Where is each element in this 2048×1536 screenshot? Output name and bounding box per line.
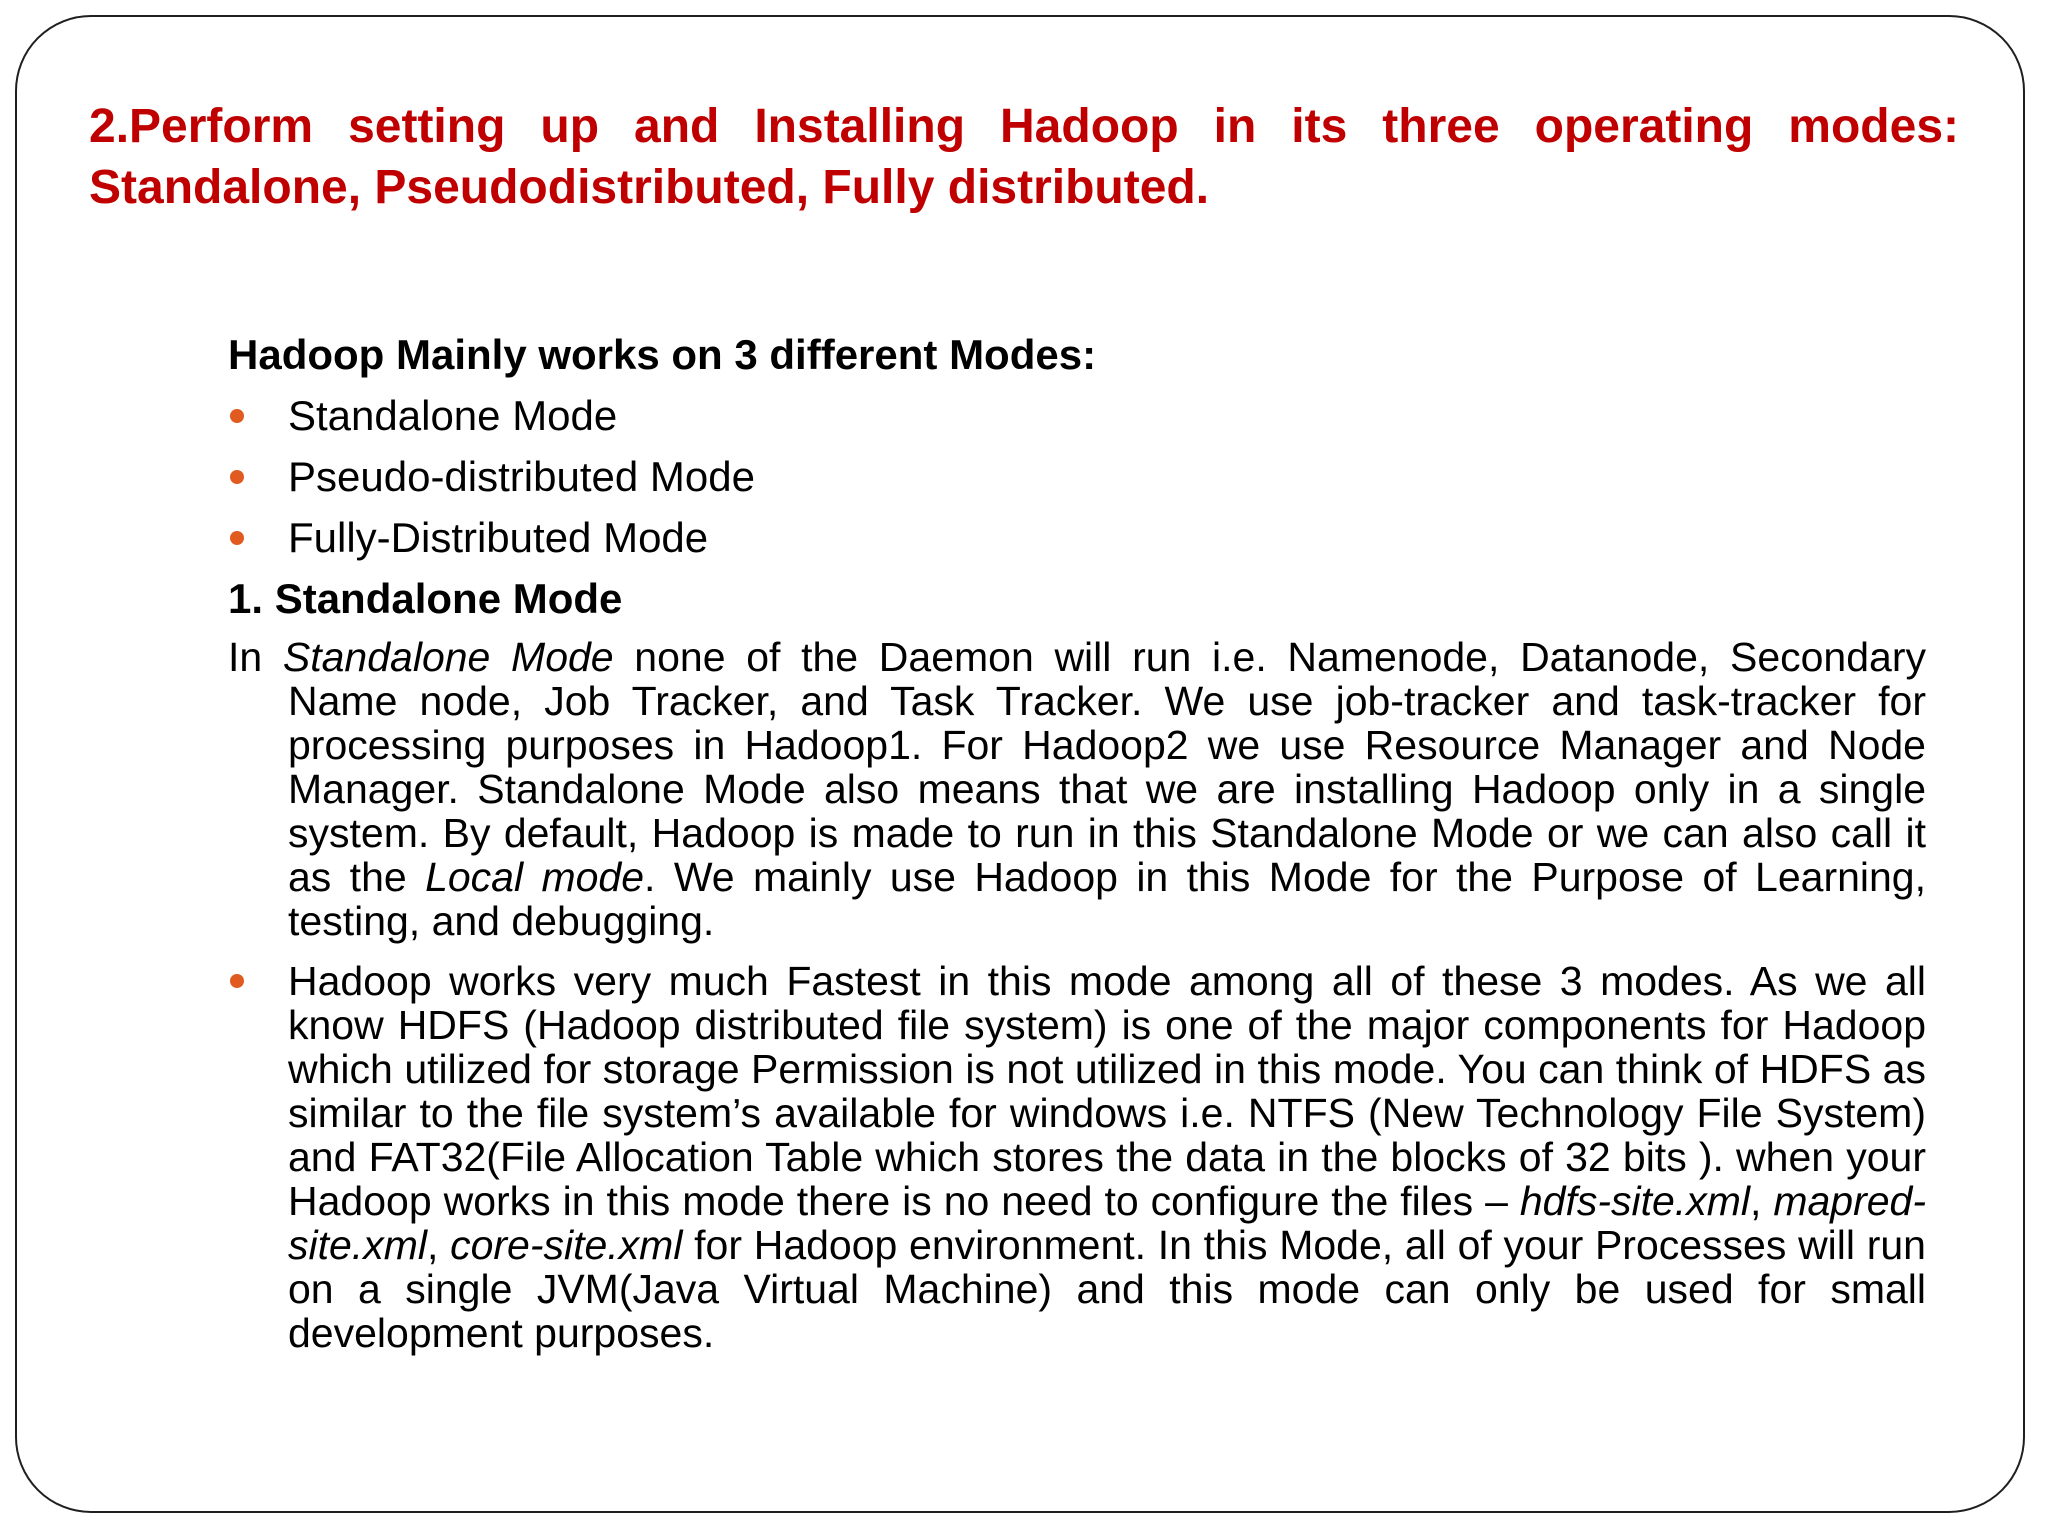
- standalone-details-item: [228, 959, 1926, 1355]
- para2-text-3: ,: [426, 1222, 451, 1268]
- para1-text-3: . We mainly use Hadoop in this Mode for the Purpose of Learning, testing, and debugging.: [288, 854, 1927, 944]
- mode-label: Pseudo-distributed Mode: [288, 453, 755, 500]
- para2-text-1: Hadoop works very much Fastest in this mode among all of these 3 modes. As we all know HDFS (Hadoop distributed file system) is one of the major components for Hadoop which utilized for storage Permission is not utilized in this mode. You can think of HDFS as similar to the file system’s available for windows i.e. NTFS (New Technology File System) and FAT32(File Allocation Table which stores the data in the blocks of 32 bits ). when your Hadoop works in this mode there is no need to configure the files –: [288, 958, 1926, 1224]
- para2-italic-2: mapred-site.xml: [288, 1178, 1926, 1268]
- bullet-dot-icon: [230, 531, 244, 545]
- bullet-dot-icon: [230, 974, 244, 988]
- mode-list-item: [228, 452, 1926, 501]
- para2-text-2: ,: [1749, 1178, 1774, 1224]
- slide-title-line-2: Standalone, Pseudodistributed, Fully distributed.: [89, 161, 1210, 214]
- section-heading: 1. Standalone Mode: [228, 575, 623, 622]
- mode-list-item: [228, 513, 1926, 562]
- standalone-description: [228, 635, 1926, 943]
- slide-title-line-1: 2.Perform setting up and Installing Hadoop in its three operating modes:: [89, 100, 1959, 153]
- bullet-dot-icon: [230, 409, 244, 423]
- para2-italic-3: core-site.xml: [450, 1222, 683, 1268]
- modes-heading: Hadoop Mainly works on 3 different Modes:: [228, 331, 1097, 378]
- slide-content: [228, 330, 1926, 1355]
- para1-text-1: In: [228, 634, 283, 680]
- para2-italic-1: hdfs-site.xml: [1519, 1178, 1750, 1224]
- bullet-dot-icon: [230, 470, 244, 484]
- mode-label: Fully-Distributed Mode: [288, 514, 709, 561]
- para2-text-4: for Hadoop environment. In this Mode, all of your Processes will run on a single JVM(Java Virtual Machine) and this mode can only be used for small development purposes.: [288, 1222, 1926, 1356]
- para1-italic-1: Standalone Mode: [282, 634, 614, 680]
- mode-label: Standalone Mode: [288, 392, 618, 439]
- mode-list-item: [228, 391, 1926, 440]
- slide-title: [89, 96, 1959, 218]
- para1-italic-2: Local mode: [425, 854, 645, 900]
- para1-text-2: none of the Daemon will run i.e. Namenode, Datanode, Secondary Name node, Job Tracker, and Task Tracker. We use job-tracker and task-tracker for processing purposes in Hadoop1. For Hadoop2 we use Resource Manager and Node Manager. Standalone Mode also means that we are installing Hadoop only in a single system. By default, Hadoop is made to run in this Standalone Mode or we can also call it as the: [288, 634, 1926, 900]
